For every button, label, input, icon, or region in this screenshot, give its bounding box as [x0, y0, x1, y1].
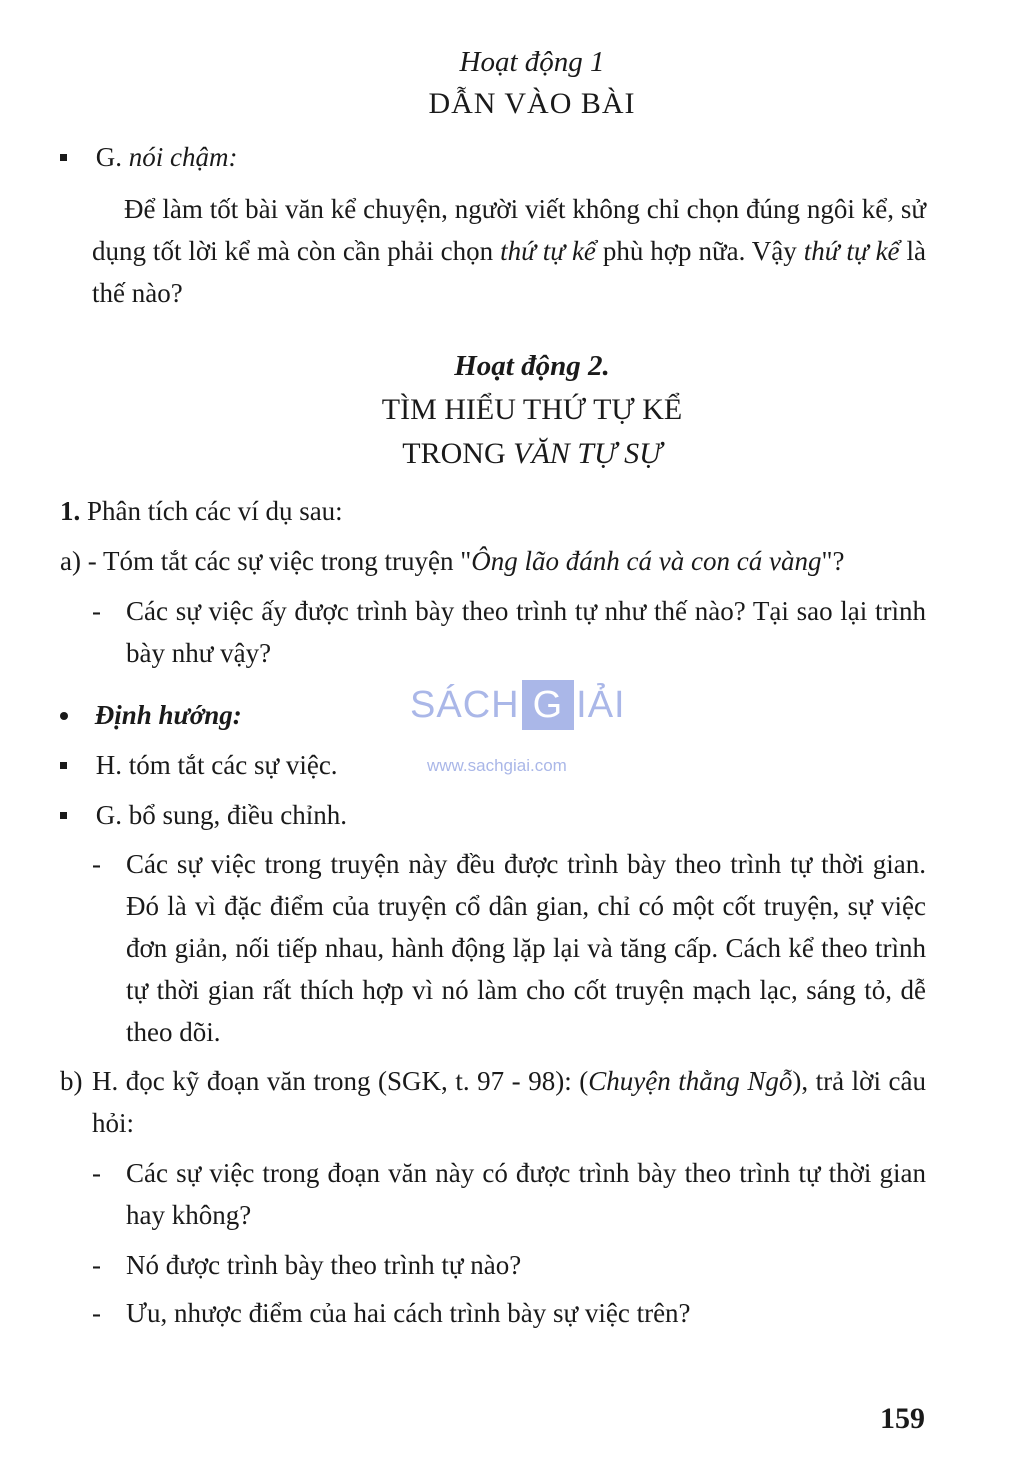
activity1-title: DẪN VÀO BÀI: [428, 87, 636, 120]
guidance-line: [60, 694, 242, 736]
section1-line: [60, 490, 343, 532]
guidance-h-item: [60, 744, 338, 786]
part-b-q2: Nó được trình bày theo trình tự nào?: [126, 1250, 522, 1280]
watermark-logo-right: IẢI: [576, 684, 626, 726]
g-action: nói chậm:: [128, 142, 238, 172]
sachgiai-watermark-logo: [410, 680, 626, 730]
activity2-title-line1: TÌM HIỂU THỨ TỰ KỂ: [381, 393, 683, 426]
section1-text: Phân tích các ví dụ sau:: [87, 496, 343, 526]
g-intro-term-2: thứ tự kể: [803, 236, 900, 266]
g-intro-line: [60, 136, 237, 178]
activity1-heading: Hoạt động 1: [459, 46, 605, 78]
watermark-logo-g: G: [522, 680, 575, 730]
part-a-q2-dash: -: [92, 596, 101, 626]
part-a-story-title: Ông lão đánh cá và con cá vàng: [471, 546, 822, 576]
square-bullet-icon: [60, 812, 67, 819]
activity2-title-line2: [0, 434, 1024, 474]
part-b-q1: Các sự việc trong đoạn văn này có được trình bày theo trình tự thời gian hay không?: [126, 1158, 926, 1230]
guidance-h-text: H. tóm tắt các sự việc.: [95, 750, 338, 780]
part-b-q3: Ưu, nhược điểm của hai cách trình bày sự việc trên?: [126, 1298, 691, 1328]
square-bullet-icon: [60, 762, 67, 769]
g-intro-paragraph: [92, 188, 926, 314]
part-a-q1: [60, 540, 844, 582]
part-a-q1-suffix: "?: [821, 546, 845, 576]
watermark-url: www.sachgiai.com: [427, 756, 567, 775]
part-b-intro: [92, 1060, 926, 1144]
activity2-title-italic: VĂN TỰ SỰ: [513, 437, 662, 470]
part-b-q1-dash: -: [92, 1158, 101, 1188]
part-b-intro-suffix: ), trả lời câu hỏi:: [92, 1066, 926, 1138]
round-bullet-icon: [60, 712, 68, 720]
guidance-answer: Các sự việc trong truyện này đều được trình bày theo trình tự thời gian. Đó là vì đặc điểm của truyện cổ dân gian, chỉ có một cốt truyện, sự việc đơn giản, nối tiếp nhau, hành động lặp lại và tăng cấp. Cách kể theo trình tự thời gian rất thích hợp vì nó làm cho cốt truyện mạch lạc, sáng tỏ, dễ theo dõi.: [126, 849, 926, 1047]
activity2-title-plain: TRONG: [402, 437, 514, 470]
g-intro-text-1: Để làm tốt bài văn kể chuyện, người viết không chỉ chọn đúng ngôi kể, sử dụng tốt lời kể mà còn cần phải chọn: [92, 194, 926, 266]
g-intro-term-1: thứ tự kể: [500, 236, 596, 266]
section1-number: 1.: [60, 496, 81, 526]
part-b-q2-dash: -: [92, 1250, 101, 1280]
guidance-answer-dash: -: [92, 849, 101, 879]
activity2-heading: Hoạt động 2.: [454, 350, 610, 382]
part-a-q1-prefix: - Tóm tắt các sự việc trong truyện ": [87, 546, 472, 576]
part-a-label: a): [60, 546, 81, 576]
square-bullet-icon: [60, 154, 67, 161]
guidance-label: Định hướng:: [94, 700, 242, 730]
part-b-intro-prefix: H. đọc kỹ đoạn văn trong (SGK, t. 97 - 98): (: [92, 1066, 589, 1096]
page-number: 159: [880, 1402, 925, 1435]
part-a-q2: Các sự việc ấy được trình bày theo trình tự như thế nào? Tại sao lại trình bày như vậy?: [126, 596, 926, 668]
part-b-label: b): [60, 1066, 83, 1096]
g-intro-text-3: là thế nào?: [92, 236, 926, 308]
g-intro-text-2: phù hợp nữa. Vậy: [595, 236, 804, 266]
part-b-q3-dash: -: [92, 1298, 101, 1328]
g-label: G.: [95, 142, 122, 172]
part-b-story-title: Chuyện thằng Ngỗ: [588, 1066, 793, 1096]
guidance-g-item: [60, 794, 347, 836]
guidance-g-text: G. bổ sung, điều chỉnh.: [95, 800, 347, 830]
watermark-logo-left: SÁCH: [410, 684, 520, 726]
